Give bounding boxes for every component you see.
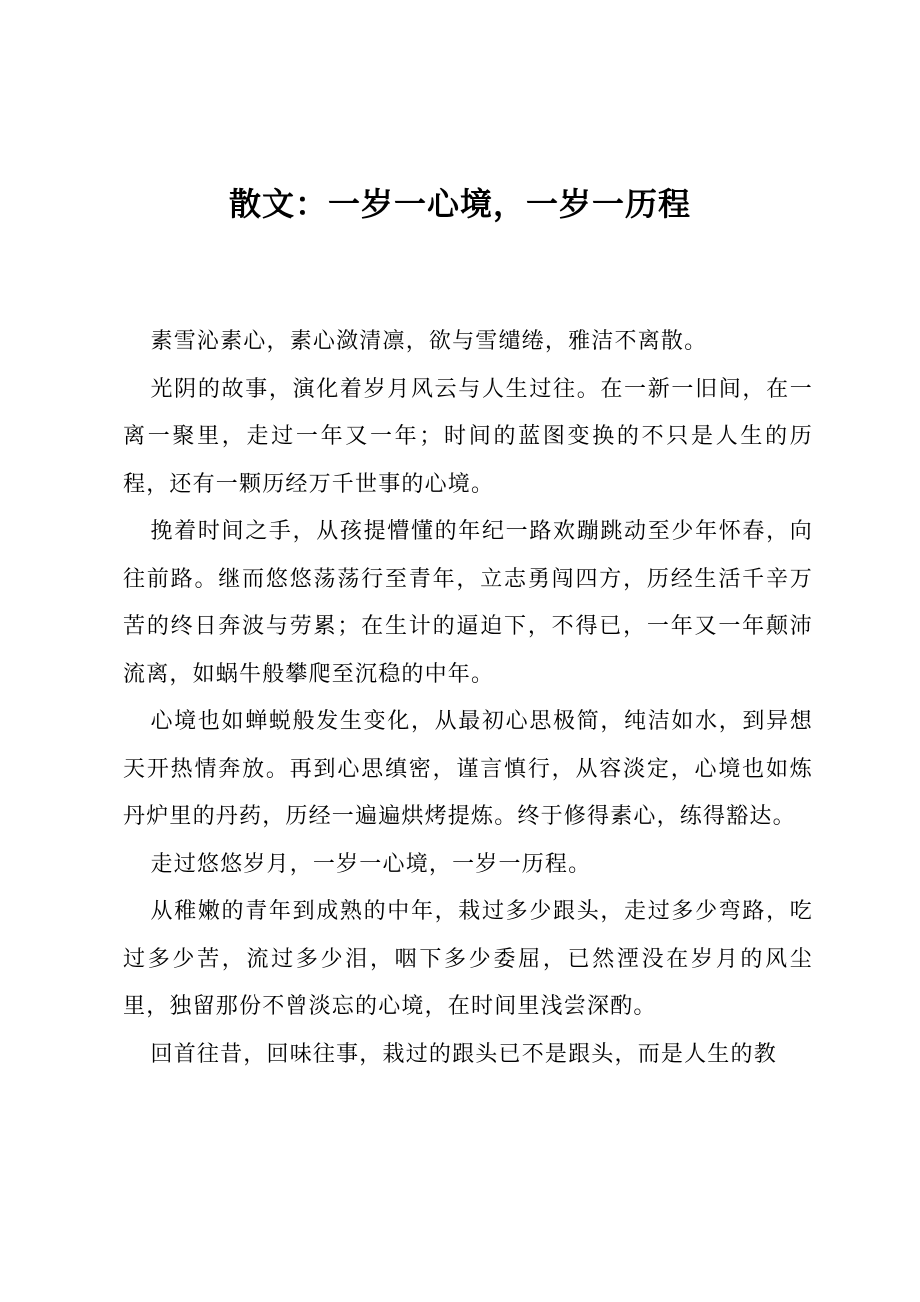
paragraph: 从稚嫩的青年到成熟的中年，栽过多少跟头，走过多少弯路，吃过多少苦，流过多少泪，咽下多少委屈，已然湮没在岁月的风尘里，独留那份不曾淡忘的心境，在时间里浅尝深酌。 <box>123 899 813 1019</box>
paragraph: 素雪沁素心，素心潋清凛，欲与雪缱绻，雅洁不离散。 <box>150 329 708 354</box>
paragraph: 回首往昔，回味往事，栽过的跟头已不是跟头，而是人生的教 <box>150 1041 777 1067</box>
document-body <box>123 318 813 1078</box>
paragraph: 光阴的故事，演化着岁月风云与人生过往。在一新一旧间，在一离一聚里，走过一年又一年；时间的蓝图变换的不只是人生的历程，还有一颗历经万千世事的心境。 <box>123 376 813 497</box>
paragraph: 心境也如蝉蜕般发生变化，从最初心思极简，纯洁如水，到异想天开热情奔放。再到心思缜密，谨言慎行，从容淡定，心境也如炼丹炉里的丹药，历经一遍遍烘烤提炼。终于修得素心，练得豁达。 <box>123 709 813 829</box>
paragraph: 走过悠悠岁月，一岁一心境，一岁一历程。 <box>150 851 592 877</box>
paragraph: 挽着时间之手，从孩提懵懂的年纪一路欢蹦跳动至少年怀春，向往前路。继而悠悠荡荡行至青年，立志勇闯四方，历经生活千辛万苦的终日奔波与劳累；在生计的逼迫下，不得已，一年又一年颠沛流离，如蜗牛般攀爬至沉稳的中年。 <box>123 519 813 687</box>
document-title: 散文：一岁一心境，一岁一历程 <box>228 185 691 223</box>
